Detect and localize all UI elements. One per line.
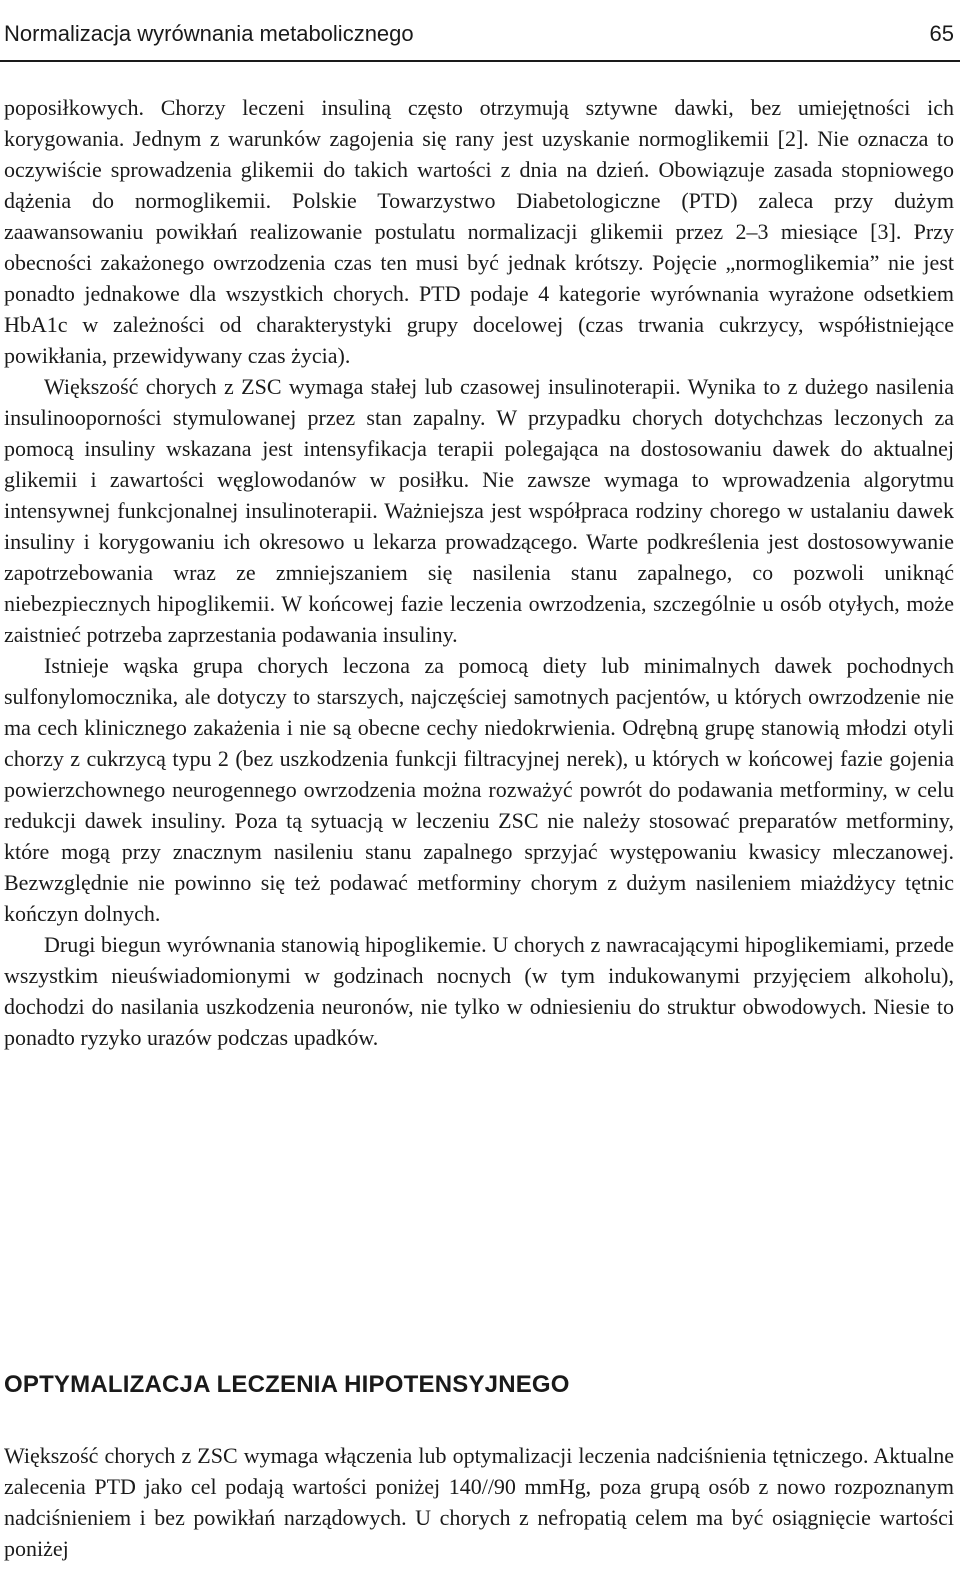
running-head-title: Normalizacja wyrównania metabolicznego	[4, 21, 414, 46]
page-number: 65	[929, 21, 954, 46]
paragraph-oral-treatment: Istnieje wąska grupa chorych leczona za pomocą diety lub minimalnych dawek pochodnych sulfonylomocznika, ale dotyczy to starszych, najczęściej samotnych pacjentów, u których owrzodzenie nie ma cech klinicznego zakażenia i nie są obecne cechy niedokrwienia. Odrębną grupę stanowią młodzi otyli chorzy z cukrzycą typu 2 (bez uszkodzenia funkcji filtracyjnej nerek), u których w końcowej fazie gojenia powierzchownego neurogennego owrzodzenia można rozważyć powrót do podawania metforminy, w celu redukcji dawek insuliny. Poza tą sytuacją w leczeniu ZSC nie należy stosować preparatów metforminy, które mogą przy znacznym nasileniu stanu zapalnego sprzyjać występowaniu kwasicy mleczanowej. Bezwzględnie nie powinno się też podawać metforminy chorym z dużym nasileniem miażdżycy tętnic kończyn dolnych.	[4, 653, 954, 926]
running-head	[4, 18, 956, 50]
header-rule	[0, 60, 960, 62]
section-heading: OPTYMALIZACJA LECZENIA HIPOTENSYJNEGO	[4, 1371, 570, 1398]
paragraph-hypertension: Większość chorych z ZSC wymaga włączenia lub optymalizacji leczenia nadciśnienia tętniczego. Aktualne zalecenia PTD jako cel podają wartości poniżej 140//90 mmHg, poza grupą osób z nowo rozpoznanym nadciśnieniem i bez powikłań narządowych. U chorych z nefropatią celem ma być osiągnięcie wartości poniżej	[4, 1443, 954, 1561]
section-text	[4, 1440, 954, 1564]
body-text	[4, 92, 954, 1053]
paragraph-insulin-therapy: Większość chorych z ZSC wymaga stałej lub czasowej insulinoterapii. Wynika to z dużego nasilenia insulinooporności stymulowanej przez stan zapalny. W przypadku chorych dotychchzas leczonych za pomocą insuliny wskazana jest intensyfikacja terapii polegająca na dostosowaniu dawek do aktualnej glikemii i zawartości węglowodanów w posiłku. Nie zawsze wymaga to wprowadzenia algorytmu intensywnej funkcjonalnej insulinoterapii. Ważniejsza jest współpraca rodziny chorego w ustalaniu dawek insuliny i korygowaniu ich okresowo u lekarza prowadzącego. Warte podkreślenia jest dostosowywanie zapotrzebowania wraz ze zmniejszaniem się nasilenia stanu zapalnego, co pozwoli uniknąć niebezpiecznych hipoglikemii. W końcowej fazie leczenia owrzodzenia, szczególnie u osób otyłych, może zaistnieć potrzeba zaprzestania podawania insuliny.	[4, 374, 954, 647]
paragraph-continued: poposiłkowych. Chorzy leczeni insuliną często otrzymują sztywne dawki, bez umiejętności ich korygowania. Jednym z warunków zagojenia się rany jest uzyskanie normoglikemii [2]. Nie oznacza to oczywiście sprowadzenia glikemii do takich wartości z dnia na dzień. Obowiązuje zasada stopniowego dążenia do normoglikemii. Polskie Towarzystwo Diabetologiczne (PTD) zaleca przy dużym zaawansowaniu powikłań realizowanie postulatu normalizacji glikemii przez 2–3 miesiące [3]. Przy obecności zakażonego owrzodzenia czas ten musi być jednak krótszy. Pojęcie „normoglikemia” nie jest ponadto jednakowe dla wszystkich chorych. PTD podaje 4 kategorie wyrównania wyrażone odsetkiem HbA1c w zależności od charakterystyki grupy docelowej (czas trwania cukrzycy, współistniejące powikłania, przewidywany czas życia).	[4, 95, 954, 368]
paragraph-hypoglycemia: Drugi biegun wyrównania stanowią hipoglikemie. U chorych z nawracającymi hipoglikemiami, przede wszystkim nieuświadomionymi w godzinach nocnych (w tym indukowanymi przyjęciem alkoholu), dochodzi do nasilania uszkodzenia neuronów, nie tylko w odniesieniu do struktur obwodowych. Niesie to ponadto ryzyko urazów podczas upadków.	[4, 932, 954, 1050]
